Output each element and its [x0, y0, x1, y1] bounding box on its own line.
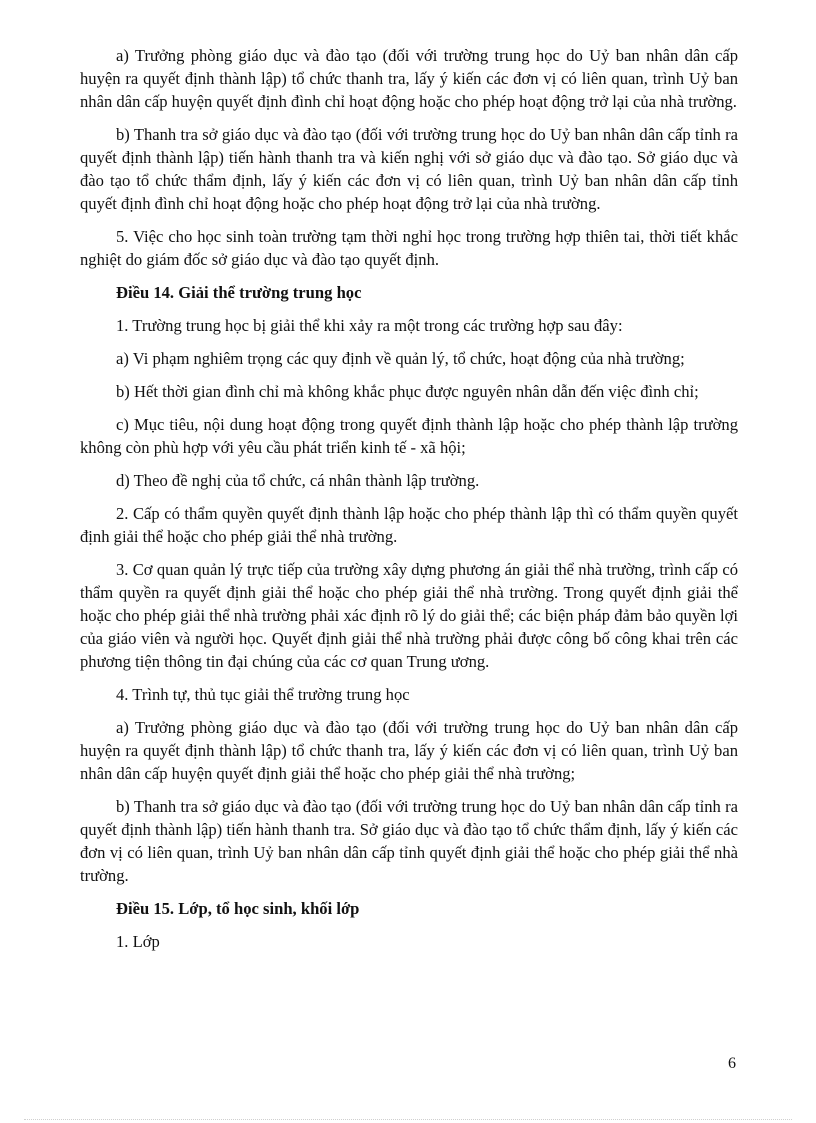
paragraph: c) Mục tiêu, nội dung hoạt động trong quyết định thành lập hoặc cho phép thành lập trường không còn phù hợp với yêu cầu phát triển kinh tế - xã hội; — [80, 415, 738, 457]
paragraph: b) Thanh tra sở giáo dục và đào tạo (đối với trường trung học do Uỷ ban nhân dân cấp tỉnh ra quyết định thành lập) tiến hành thanh tra. Sở giáo dục và đào tạo tổ chức thẩm định, lấy ý kiến các đơn vị có liên quan, trình Uỷ ban nhân dân cấp tỉnh quyết định giải thể hoặc cho phép giải thể nhà trường. — [80, 797, 738, 885]
paragraph: 1. Lớp — [116, 932, 160, 951]
paragraph: d) Theo đề nghị của tổ chức, cá nhân thành lập trường. — [116, 471, 480, 490]
paragraph: 5. Việc cho học sinh toàn trường tạm thời nghỉ học trong trường hợp thiên tai, thời tiết khắc nghiệt do giám đốc sở giáo dục và đào tạo quyết định. — [80, 227, 738, 269]
paragraph: 2. Cấp có thẩm quyền quyết định thành lập hoặc cho phép thành lập thì có thẩm quyền quyết định giải thể hoặc cho phép giải thể nhà trường. — [80, 504, 738, 546]
article-heading: Điều 14. Giải thể trường trung học — [116, 283, 362, 302]
article-heading: Điều 15. Lớp, tổ học sinh, khối lớp — [116, 899, 360, 918]
paragraph: b) Thanh tra sở giáo dục và đào tạo (đối với trường trung học do Uỷ ban nhân dân cấp tỉnh ra quyết định thành lập) tiến hành thanh tra và kiến nghị với sở giáo dục và đào tạo. Sở giáo dục và đào tạo tổ chức thẩm định, lấy ý kiến các đơn vị có liên quan, trình Uỷ ban nhân dân cấp tỉnh quyết định đình chỉ hoạt động hoặc cho phép hoạt động trở lại của nhà trường. — [80, 125, 738, 213]
paragraph: 1. Trường trung học bị giải thể khi xảy ra một trong các trường hợp sau đây: — [116, 316, 623, 335]
paragraph: a) Vi phạm nghiêm trọng các quy định về quản lý, tổ chức, hoạt động của nhà trường; — [116, 349, 685, 368]
page-bottom-border — [24, 1119, 792, 1120]
paragraph: b) Hết thời gian đình chỉ mà không khắc phục được nguyên nhân dẫn đến việc đình chỉ; — [116, 382, 699, 401]
paragraph: 3. Cơ quan quản lý trực tiếp của trường xây dựng phương án giải thể nhà trường, trình cấp có thẩm quyền ra quyết định giải thể hoặc cho phép giải thể nhà trường. Trong quyết định giải thể hoặc cho phép giải thể nhà trường phải xác định rõ lý do giải thể; các biện pháp đảm bảo quyền lợi của giáo viên và người học. Quyết định giải thể nhà trường phải được công bố công khai trên các phương tiện thông tin đại chúng của các cơ quan Trung ương. — [80, 560, 738, 671]
document-page — [80, 44, 738, 963]
paragraph: a) Trưởng phòng giáo dục và đào tạo (đối với trường trung học do Uỷ ban nhân dân cấp huyện ra quyết định thành lập) tổ chức thanh tra, lấy ý kiến các đơn vị có liên quan, trình Uỷ ban nhân dân cấp huyện quyết định giải thể hoặc cho phép giải thể nhà trường; — [80, 718, 738, 783]
paragraph: 4. Trình tự, thủ tục giải thể trường trung học — [116, 685, 410, 704]
paragraph: a) Trưởng phòng giáo dục và đào tạo (đối với trường trung học do Uỷ ban nhân dân cấp huyện ra quyết định thành lập) tổ chức thanh tra, lấy ý kiến các đơn vị có liên quan, trình Uỷ ban nhân dân cấp huyện quyết định đình chỉ hoạt động hoặc cho phép hoạt động trở lại của nhà trường. — [80, 46, 738, 111]
page-number: 6 — [728, 1055, 736, 1072]
